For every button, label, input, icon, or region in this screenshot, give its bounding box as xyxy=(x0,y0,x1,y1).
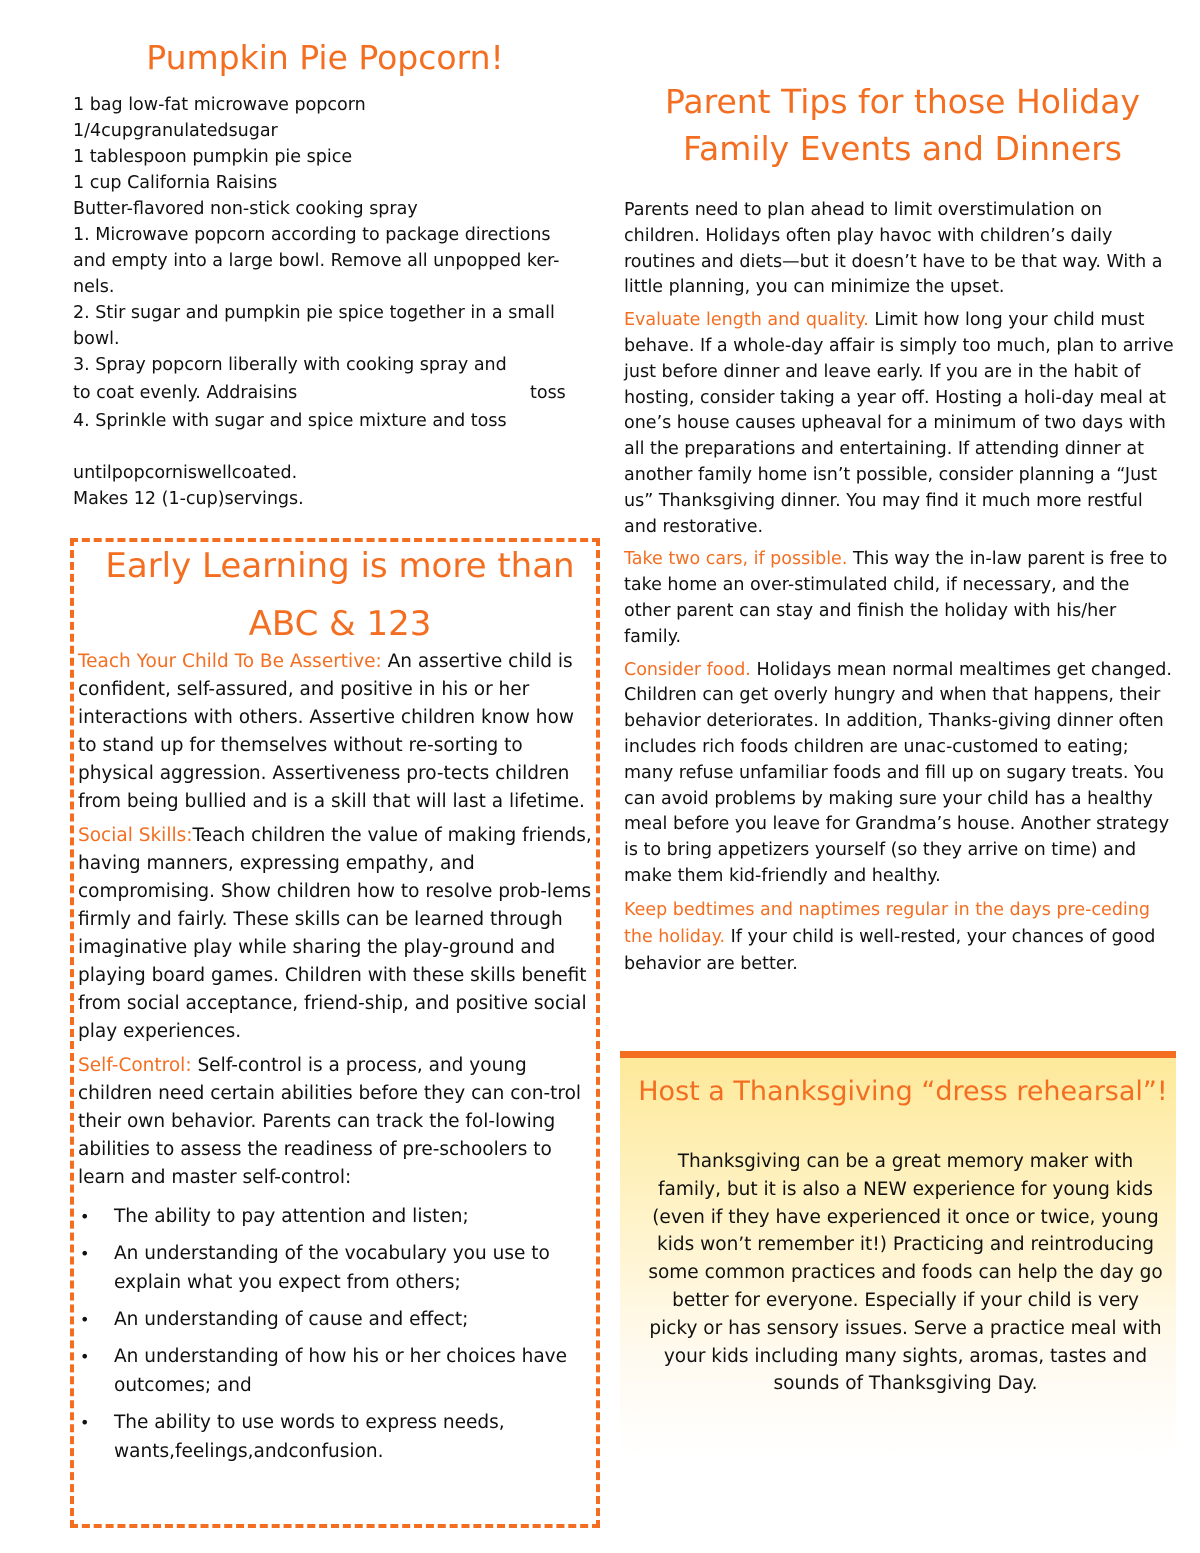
list-item: • An understanding of cause and effect; xyxy=(78,1305,596,1334)
recipe-ingredients-steps xyxy=(73,92,593,512)
list-item: • The ability to pay attention and listen; xyxy=(78,1202,596,1231)
tip-text: If your child is well-rested, your chances of good behavior are better. xyxy=(624,926,1156,974)
recipe-line: Butter-flavored non-stick cooking spray xyxy=(73,199,418,219)
list-item: • An understanding of how his or her choices have outcomes; and xyxy=(78,1342,596,1400)
tip-item xyxy=(624,547,1176,650)
parent-tips-title-line1: Parent Tips for those Holiday xyxy=(664,82,1140,121)
selfcontrol-paragraph xyxy=(78,1052,596,1192)
recipe-line: untilpopcorniswellcoated. xyxy=(73,463,298,483)
tip-lead: Consider food. xyxy=(624,659,751,680)
recipe-line: 1/4cupgranulatedsugar xyxy=(73,121,278,141)
selfcontrol-abilities-list xyxy=(78,1202,596,1466)
parent-tips-body xyxy=(624,198,1176,985)
recipe-line: 1 cup California Raisins xyxy=(73,173,278,193)
tips-intro: Parents need to plan ahead to limit overstimulation on children. Holidays often play havoc with children’s daily routines and diets—but it doesn’t have to be that way. With a little planning, you can minimize the upset. xyxy=(624,200,1163,298)
tip-lead: Evaluate length and quality. xyxy=(624,310,869,331)
thanksgiving-rehearsal-title: Host a Thanksgiving “dress rehearsal”! xyxy=(638,1076,1168,1107)
early-learning-title-line1: Early Learning is more than xyxy=(105,546,575,586)
parent-tips-title-line2: Family Events and Dinners xyxy=(683,129,1122,168)
social-text: Teach children the value of making friends, having manners, expressing empathy, and compromising. Show children how to resolve prob-lems firmly and fairly. These skills can be learned through imaginative play while sharing the play-ground and playing board games. Children with these skills benefit from social acceptance, friend-ship, and positive social play experiences. xyxy=(78,825,592,1042)
selfcontrol-label: Self-Control: xyxy=(78,1055,192,1076)
thanksgiving-rehearsal-text: Thanksgiving can be a great memory maker with family, but it is also a NEW experience for young kids (even if they have experienced it once or twice, young kids won’t remember it!) Practicing and reintroducing some common practices and foods can help the day go better for everyone. Especially if your child is very picky or has sensory issues. Serve a practice meal with your kids including many sights, aromas, tastes and sounds of Thanksgiving Day. xyxy=(648,1151,1163,1395)
tip-item xyxy=(624,308,1176,540)
tip-text: Limit how long your child must behave. If a whole-day affair is simply too much, plan to arrive just before dinner and leave early. If you are in the habit of hosting, consider taking a year off. Hosting a holi-day meal at one’s house causes upheaval for a minimum of two days with all the preparations and entertaining. If attending dinner at another family home isn’t possible, consider planning a “Just us” Thanksgiving dinner. You may find it much more restful and restorative. xyxy=(624,310,1174,537)
recipe-line-part: toss xyxy=(530,383,566,403)
recipe-line: 1. Microwave popcorn according to package directions xyxy=(73,225,551,245)
tip-item xyxy=(624,897,1176,978)
social-label: Social Skills: xyxy=(78,825,193,846)
recipe-line: and empty into a large bowl. Remove all unpopped ker- xyxy=(73,251,560,271)
recipe-line: Makes 12 (1-cup)servings. xyxy=(73,489,304,509)
recipe-line xyxy=(73,380,593,406)
recipe-line: 4. Sprinkle with sugar and spice mixture and toss xyxy=(73,411,507,431)
social-paragraph xyxy=(78,822,596,1046)
tip-text: Holidays mean normal mealtimes get changed. Children can get overly hungry and when that happens, their behavior deteriorates. In addition, Thanks-giving dinner often includes rich foods children are unac-customed to eating; many refuse unfamiliar foods and fill up on sugary treats. You can avoid problems by making sure your child has a healthy meal before you leave for Grandma’s house. Another strategy is to bring appetizers yourself (so they arrive on time) and make them kid-friendly and healthy. xyxy=(624,659,1172,886)
parent-tips-title xyxy=(620,78,1185,172)
tip-text: This way the in-law parent is free to take home an over-stimulated child, if necessary, and the other parent can stay and finish the holiday with his/her family. xyxy=(624,549,1168,647)
tip-lead: Take two cars, if possible. xyxy=(624,549,848,570)
assertive-text: An assertive child is confident, self-assured, and positive in his or her interactions with others. Assertive children know how to stand up for themselves without re-sorting to physical aggression. Assertiveness pro-tects children from being bullied and is a skill that will last a lifetime. xyxy=(78,651,585,812)
assertive-label: Teach Your Child To Be Assertive: xyxy=(78,651,382,672)
tip-item xyxy=(624,658,1176,890)
tip-lead: Keep bedtimes and naptimes regular in the days pre-ceding the holiday. xyxy=(624,899,1150,947)
early-learning-title-line2: ABC & 123 xyxy=(248,604,432,644)
early-learning-body xyxy=(78,648,596,1474)
list-item: • An understanding of the vocabulary you use to explain what you expect from others; xyxy=(78,1239,596,1297)
recipe-line: 1 tablespoon pumpkin pie spice xyxy=(73,147,353,167)
recipe-line: 1 bag low-fat microwave popcorn xyxy=(73,95,366,115)
recipe-line: nels. xyxy=(73,277,115,297)
recipe-line: 3. Spray popcorn liberally with cooking spray and xyxy=(73,355,507,375)
selfcontrol-text: Self-control is a process, and young children need certain abilities before they can con-trol their own behavior. Parents can track the fol-lowing abilities to assess the readiness of pre-schoolers to learn and master self-control: xyxy=(78,1055,582,1188)
recipe-line: bowl. xyxy=(73,329,120,349)
recipe-title: Pumpkin Pie Popcorn! xyxy=(146,38,504,77)
assertive-paragraph xyxy=(78,648,596,816)
recipe-line: 2. Stir sugar and pumpkin pie spice together in a small xyxy=(73,303,555,323)
list-item: • The ability to use words to express needs, wants,feelings,andconfusion. xyxy=(78,1408,596,1466)
recipe-line-part: to coat evenly. Addraisins xyxy=(73,383,298,403)
